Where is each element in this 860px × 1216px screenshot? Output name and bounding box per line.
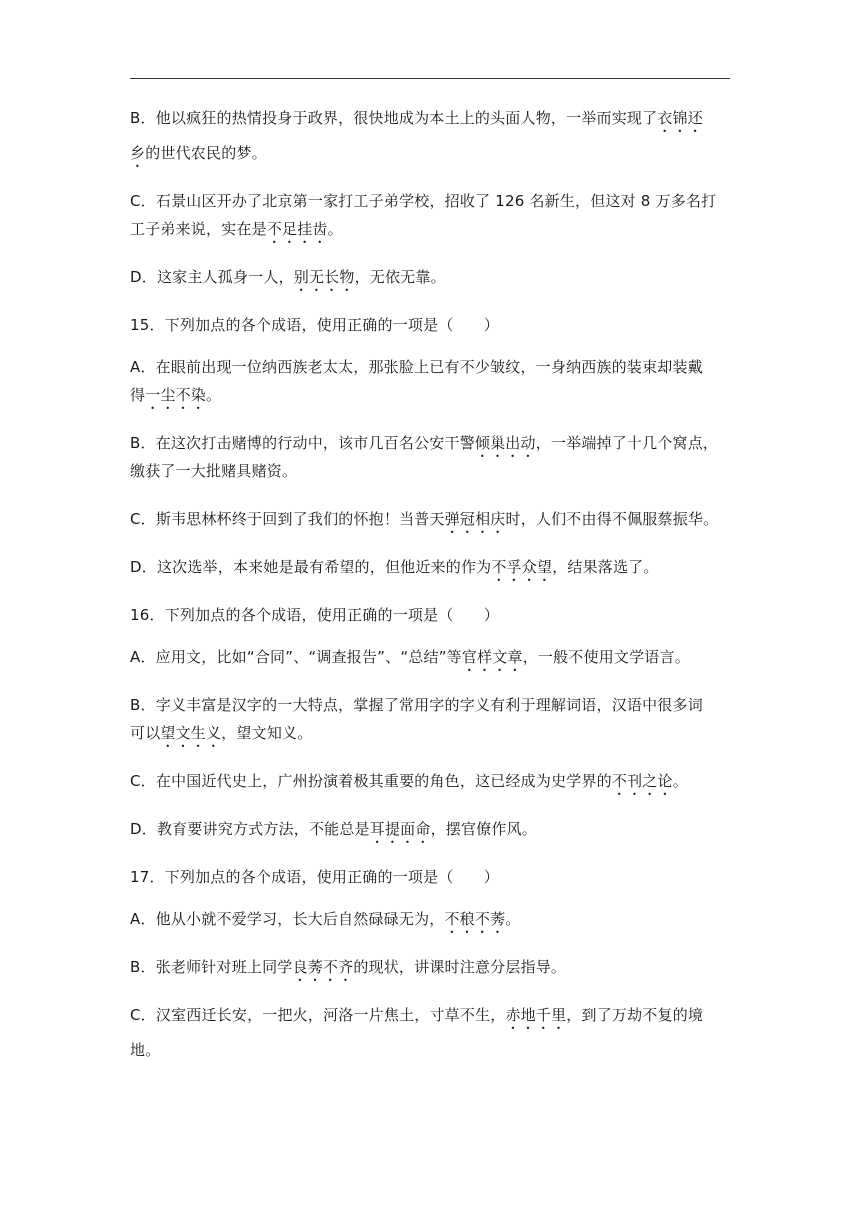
dotted-idiom: 望文生义: [160, 724, 222, 742]
line-a-17: [130, 909, 750, 937]
line-b-14: [130, 108, 750, 136]
text-segment: ，摆官僚作风。: [430, 820, 537, 838]
text-segment: D．这家主人孤身一人，: [130, 268, 294, 286]
line-a-15-cont: [130, 385, 750, 413]
text-segment: ，望文知义。: [221, 724, 313, 742]
dotted-idiom: 良莠不齐: [292, 958, 354, 976]
question-17: [130, 867, 750, 887]
dotted-idiom: 耳提面命: [369, 820, 431, 838]
text-segment: ，到了万劫不复的境: [566, 1006, 704, 1024]
text-segment: B．他以疯狂的热情投身于政界，很快地成为本土上的头面人物，一举而实现了: [130, 109, 658, 127]
dotted-idiom: 不孚众望: [491, 558, 553, 576]
dotted-idiom: 弹冠相庆: [444, 510, 506, 528]
text-segment: 工子弟来说，实在是: [130, 220, 267, 238]
text-segment: B．字义丰富是汉字的一大特点，掌握了常用字的字义有利于理解词语，汉语中很多词: [130, 696, 703, 714]
line-b-16: [130, 695, 750, 715]
text-segment: 缴获了一大批赌具赌资。: [130, 462, 298, 480]
text-segment: ，无依无靠。: [354, 268, 446, 286]
line-c-15: [130, 509, 750, 537]
text-segment: C．斯韦思林杯终于回到了我们的怀抱！当普天: [130, 510, 445, 528]
dotted-idiom: 不稂不莠: [444, 910, 506, 928]
line-b-14-cont: [130, 143, 750, 171]
text-segment: ，一举端掉了十几个窝点，: [535, 434, 719, 452]
dotted-idiom: 乡: [130, 144, 146, 162]
line-d-15: [130, 557, 750, 585]
line-b-17: [130, 957, 750, 985]
line-d-16: [130, 819, 750, 847]
text-segment: 的现状，讲课时注意分层指导。: [353, 958, 567, 976]
text-segment: A．他从小就不爱学习，长大后自然碌碌无为，: [130, 910, 445, 928]
text-segment: C．汉室西迁长安，一把火，河洛一片焦土，寸草不生，: [130, 1006, 506, 1024]
dotted-idiom: 倾巢出动: [474, 434, 536, 452]
text-segment: 地。: [130, 1041, 161, 1059]
text-segment: D．教育要讲究方式方法，不能总是: [130, 820, 370, 838]
line-a-15: [130, 357, 750, 377]
line-a-16: [130, 647, 750, 675]
dotted-idiom: 衣锦还: [657, 109, 703, 127]
text-segment: 的世代农民的梦。: [145, 144, 267, 162]
line-c-16: [130, 771, 750, 799]
text-segment: 可以: [130, 724, 161, 742]
line-c-17-cont: [130, 1040, 750, 1060]
text-segment: C．在中国近代史上，广州扮演着极其重要的角色，这已经成为史学界的: [130, 772, 612, 790]
text-segment: C．石景山区开办了北京第一家打工子弟学校，招收了 126 名新生，但这对 8 万多名打: [130, 192, 717, 210]
text-segment: D．这次选举，本来她是最有希望的，但他近来的作为: [130, 558, 492, 576]
text-segment: 。: [672, 772, 688, 790]
line-c-14-cont: [130, 219, 750, 247]
text-segment: 时，人们不由得不佩服蔡振华。: [505, 510, 719, 528]
dotted-idiom: 不刊之论: [611, 772, 673, 790]
line-c-17: [130, 1005, 750, 1033]
dotted-idiom: 别无长物: [293, 268, 355, 286]
text-segment: B．在这次打击赌博的行动中，该市几百名公安干警: [130, 434, 475, 452]
text-segment: ，一般不使用文学语言。: [522, 648, 690, 666]
line-b-15-cont: [130, 461, 750, 481]
question-stem: 17．下列加点的各个成语，使用正确的一项是（ ）: [130, 868, 500, 886]
question-16: [130, 605, 750, 625]
text-segment: B．张老师针对班上同学: [130, 958, 293, 976]
line-d-14: [130, 267, 750, 295]
text-segment: A．在眼前出现一位纳西族老太太，那张脸上已有不少皱纹，一身纳西族的装束却装戴: [130, 358, 703, 376]
text-segment: 。: [206, 386, 222, 404]
line-b-15: [130, 433, 750, 461]
question-stem: 15．下列加点的各个成语，使用正确的一项是（ ）: [130, 316, 500, 334]
question-stem: 16．下列加点的各个成语，使用正确的一项是（ ）: [130, 606, 500, 624]
question-15: [130, 315, 750, 335]
text-segment: ，结果落选了。: [552, 558, 659, 576]
text-segment: 得: [130, 386, 146, 404]
text-segment: 。: [505, 910, 521, 928]
line-c-14: [130, 191, 750, 219]
dotted-idiom: 不足挂齿: [266, 220, 328, 238]
dotted-idiom: 赤地千里: [505, 1006, 567, 1024]
dotted-idiom: 一尘不染: [145, 386, 207, 404]
text-segment: 。: [327, 220, 343, 238]
line-b-16-cont: [130, 723, 750, 751]
header-rule: [130, 78, 730, 79]
dotted-idiom: 官样文章: [461, 648, 523, 666]
text-segment: A．应用文，比如“合同”、“调查报告”、“总结”等: [130, 648, 462, 666]
